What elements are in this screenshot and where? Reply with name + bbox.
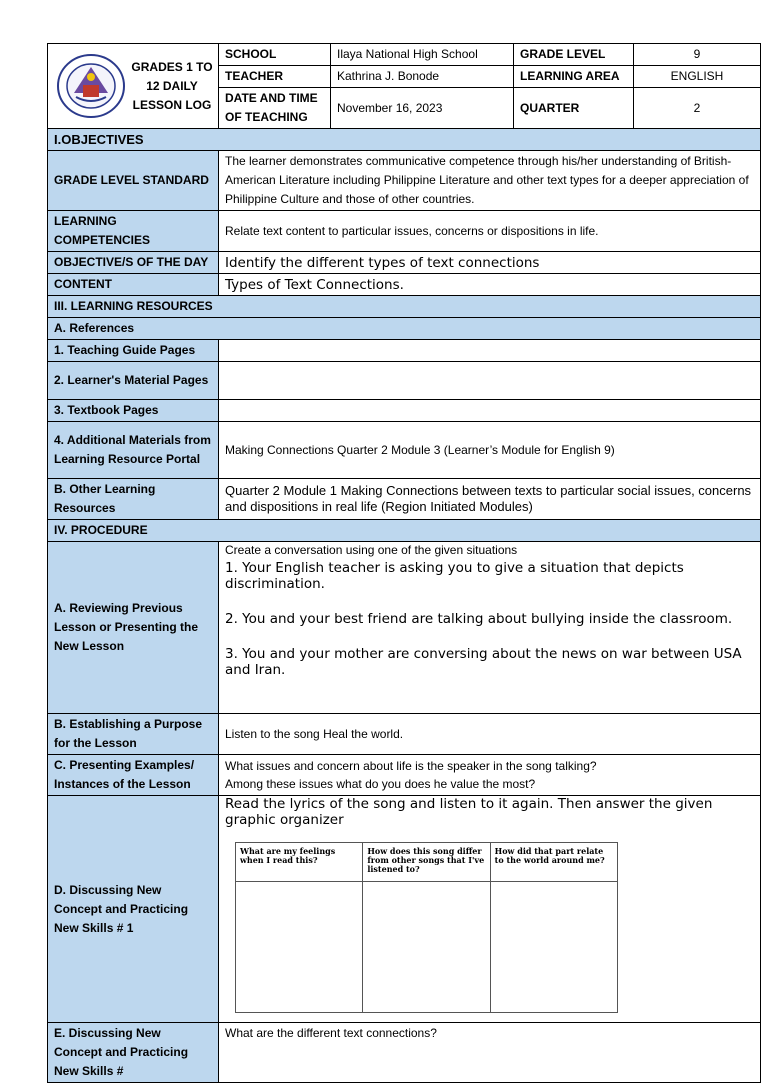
learning-competencies-value: Relate text content to particular issues, concerns or dispositions in life.	[219, 211, 761, 252]
teacher-label: TEACHER	[219, 66, 331, 88]
learning-area-value: ENGLISH	[634, 66, 761, 88]
grade-level-standard-value: The learner demonstrates communicative competence through his/her understanding of British-American Literature including Philippine Literature and other text types for a deeper appreciation of Philippine Culture and those of other countries.	[219, 151, 761, 211]
procedure-d-content	[219, 796, 761, 1023]
procedure-d-instruction: Read the lyrics of the song and listen to it again. Then answer the given graphic organizer	[225, 796, 713, 828]
school-value: Ilaya National High School	[331, 44, 514, 66]
grade-level-standard-label: GRADE LEVEL STANDARD	[48, 151, 219, 211]
procedure-c-line: Among these issues what do you does he value the most?	[225, 777, 536, 791]
header-logo-title-cell	[48, 44, 219, 129]
quarter-label: QUARTER	[514, 88, 634, 129]
procedure-a-content	[219, 542, 761, 714]
lesson-log-table	[47, 43, 761, 1083]
other-resources-label: B. Other Learning Resources	[48, 479, 219, 520]
learning-resources-heading: III. LEARNING RESOURCES	[48, 296, 761, 318]
objectives-heading: I.OBJECTIVES	[48, 129, 761, 151]
teacher-value: Kathrina J. Bonode	[331, 66, 514, 88]
procedure-c-line: What issues and concern about life is the speaker in the song talking?	[225, 759, 597, 773]
procedure-a-item: 1. Your English teacher is asking you to give a situation that depicts discrimination.	[225, 560, 684, 592]
textbook-pages-label: 3. Textbook Pages	[48, 400, 219, 422]
learning-competencies-label: LEARNING COMPETENCIES	[48, 211, 219, 252]
additional-materials-value: Making Connections Quarter 2 Module 3 (Learner’s Module for English 9)	[219, 422, 761, 479]
grade-level-label: GRADE LEVEL	[514, 44, 634, 66]
content-value: Types of Text Connections.	[219, 274, 761, 296]
learning-area-label: LEARNING AREA	[514, 66, 634, 88]
procedure-a-label: A. Reviewing Previous Lesson or Presenting the New Lesson	[48, 542, 219, 714]
textbook-pages-value	[219, 400, 761, 422]
school-label: SCHOOL	[219, 44, 331, 66]
procedure-d-label: D. Discussing New Concept and Practicing New Skills # 1	[48, 796, 219, 1023]
organizer-answer-cell[interactable]	[236, 882, 363, 1013]
grade-level-value: 9	[634, 44, 761, 66]
learners-material-label: 2. Learner's Material Pages	[48, 362, 219, 400]
other-resources-value: Quarter 2 Module 1 Making Connections between texts to particular social issues, concerns and dispositions in real life (Region Initiated Modules)	[219, 479, 761, 520]
organizer-header: What are my feelings when I read this?	[236, 843, 363, 882]
lesson-log-page	[47, 43, 760, 1083]
procedure-a-item: 2. You and your best friend are talking about bullying inside the classroom.	[225, 611, 733, 627]
date-label: DATE AND TIME OF TEACHING	[219, 88, 331, 129]
quarter-value: 2	[634, 88, 761, 129]
graphic-organizer	[235, 842, 618, 1013]
teaching-guide-label: 1. Teaching Guide Pages	[48, 340, 219, 362]
objective-value: Identify the different types of text connections	[219, 252, 761, 274]
procedure-b-value: Listen to the song Heal the world.	[219, 714, 761, 755]
organizer-answer-cell[interactable]	[490, 882, 617, 1013]
deped-seal-icon	[52, 53, 130, 119]
procedure-c-content	[219, 755, 761, 796]
teaching-guide-value	[219, 340, 761, 362]
procedure-e-value: What are the different text connections?	[219, 1023, 761, 1083]
content-label: CONTENT	[48, 274, 219, 296]
organizer-header: How did that part relate to the world around me?	[490, 843, 617, 882]
procedure-c-label: C. Presenting Examples/ Instances of the Lesson	[48, 755, 219, 796]
organizer-answer-cell[interactable]	[363, 882, 490, 1013]
procedure-a-item: 3. You and your mother are conversing about the news on war between USA and Iran.	[225, 646, 742, 678]
organizer-header: How does this song differ from other songs that I've listened to?	[363, 843, 490, 882]
date-value: November 16, 2023	[331, 88, 514, 129]
procedure-b-label: B. Establishing a Purpose for the Lesson	[48, 714, 219, 755]
procedure-heading: IV. PROCEDURE	[48, 520, 761, 542]
additional-materials-label: 4. Additional Materials from Learning Resource Portal	[48, 422, 219, 479]
lesson-log-title: GRADES 1 TO 12 DAILY LESSON LOG	[131, 59, 213, 112]
procedure-e-label: E. Discussing New Concept and Practicing New Skills #	[48, 1023, 219, 1083]
objective-label: OBJECTIVE/S OF THE DAY	[48, 252, 219, 274]
references-heading: A. References	[48, 318, 761, 340]
learners-material-value	[219, 362, 761, 400]
procedure-a-intro: Create a conversation using one of the given situations	[225, 543, 518, 557]
